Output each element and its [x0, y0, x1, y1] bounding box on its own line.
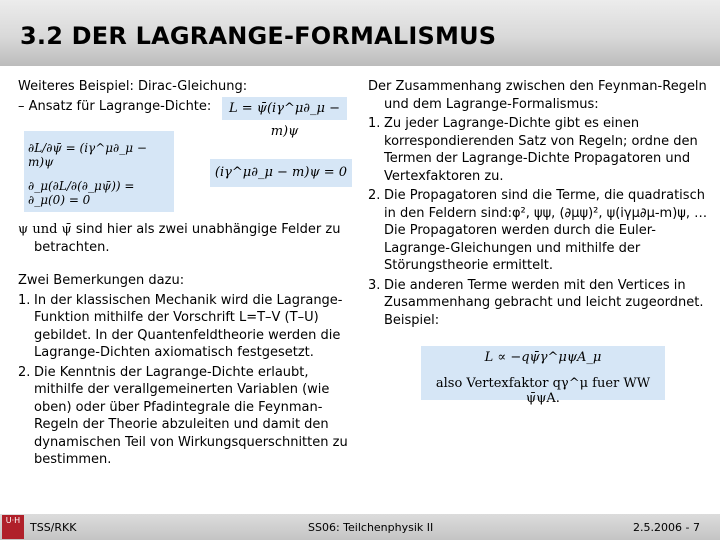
footer-center: SS06: Teilchenphysik II: [308, 521, 434, 534]
footer: [0, 514, 720, 540]
psi-note: [18, 221, 358, 256]
psi-note-end: sind hier als zwei unabhängige Felder zu betrachten.: [34, 222, 341, 255]
psi-note-start: ψ und: [18, 222, 62, 237]
list-item: 1. Zu jeder Lagrange-Dichte gibt es einen korrespondierenden Satz von Regeln; ordne den Termen der Lagrange-Dichte Propagatoren und Vertexfaktoren zu.: [368, 116, 698, 184]
footer-left: TSS/RKK: [30, 521, 77, 534]
remarks-title: Zwei Bemerkungen dazu:: [18, 273, 185, 288]
intro-text: Weiteres Beispiel: Dirac-Gleichung:: [18, 79, 248, 94]
list-item: 2. Die Kenntnis der Lagrange-Dichte erlaubt, mithilfe der verallgemeinerten Variablen (wie oben) oder über Pfadintegrale die Feynman-Regeln der Theorie abzuleiten und damit den dynamischen Teil von Wirkungsquerschnitten zu bestimmen.: [18, 364, 348, 467]
title-bar: [0, 0, 720, 66]
euler-equation-1: ∂L/∂ψ̄ = (iγ^μ∂_μ − m)ψ: [28, 141, 147, 169]
vertex-equation-1: L ∝ −qψ̄γ^μψA_μ: [484, 350, 602, 365]
euler-lagrange-equations: [24, 131, 174, 212]
list-item: 1. In der klassischen Mechanik wird die Lagrange-Funktion mithilfe der Vorschrift L=T–V (T–U) gebildet. In der Quantenfeldtheorie werden die Lagrange-Dichten axiomatisch festgesetzt.: [18, 292, 343, 360]
university-logo: U·H: [2, 515, 24, 539]
right-intro: Der Zusammenhang zwischen den Feynman-Regeln und dem Lagrange-Formalismus:: [368, 79, 707, 112]
psi-bar-symbol: ψ̄: [61, 222, 72, 237]
ansatz-text: – Ansatz für Lagrange-Dichte:: [18, 98, 212, 114]
lagrangian-equation: L = ψ̄(iγ^μ∂_μ − m)ψ: [222, 97, 347, 120]
list-item: 2. Die Propagatoren sind die Terme, die quadratisch in den Feldern sind:φ², ψψ, (∂μψ)², ψ(iγμ∂μ-m)ψ, … Die Propagatoren werden durch die Euler-Lagrange-Gleichungen und mithilfe der Störungstheorie ermittelt.: [368, 188, 708, 273]
list-item: 3. Die anderen Terme werden mit den Vertices in Zusammenhang gebracht und leicht zugeordnet. Beispiel:: [368, 277, 704, 328]
vertex-equation-2: also Vertexfaktor qγ^μ fuer WW ψ̄ψA.: [435, 376, 651, 406]
remarks-list: [18, 292, 358, 469]
right-column: [368, 78, 710, 331]
euler-equation-2: ∂_μ(∂L/∂(∂_μψ̄)) = ∂_μ(0) = 0: [28, 179, 135, 207]
vertex-equation-box: [421, 346, 665, 406]
footer-right: 2.5.2006 - 7: [633, 521, 700, 534]
rules-list: [368, 115, 710, 329]
dirac-equation: (iγ^μ∂_μ − m)ψ = 0: [210, 159, 352, 187]
slide-title: 3.2 DER LAGRANGE-FORMALISMUS: [20, 22, 497, 50]
